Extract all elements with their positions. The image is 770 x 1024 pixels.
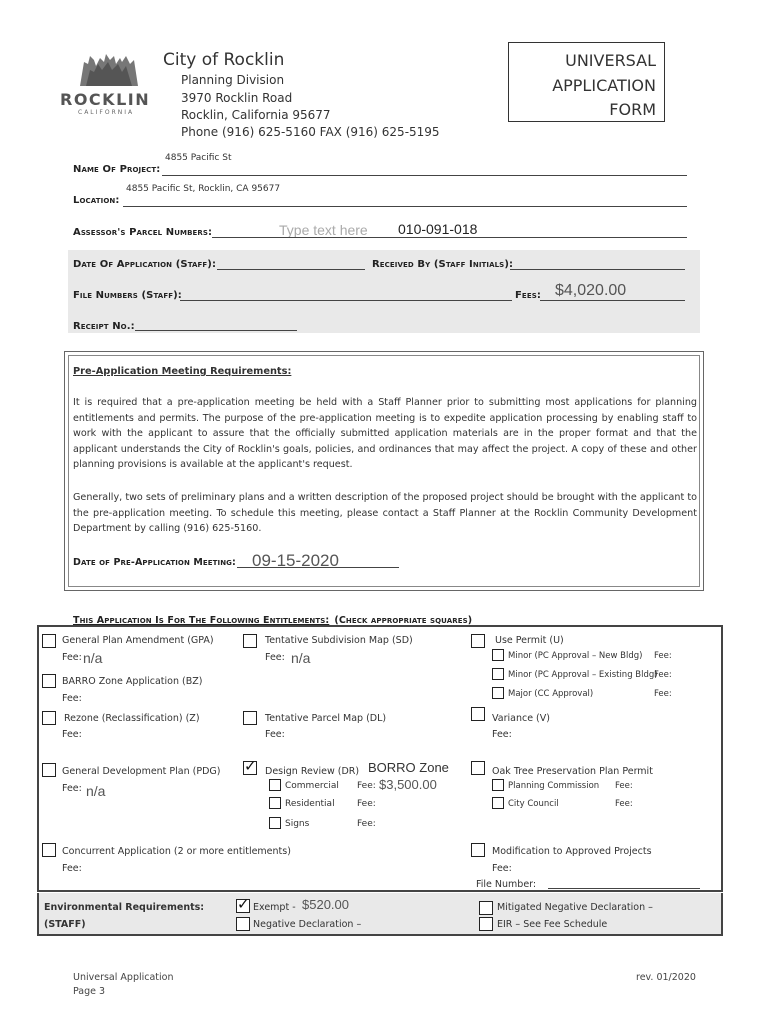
dr-commercial-fee-label: Fee: [357, 781, 376, 791]
oak-cc-checkbox[interactable] [492, 797, 504, 809]
oak-cc-fee-label: Fee: [615, 799, 633, 809]
project-name-line [162, 175, 687, 176]
gdp-fee-value[interactable]: n/a [86, 783, 106, 799]
footer-page-number: Page 3 [73, 986, 106, 997]
gdp-fee-label: Fee: [62, 783, 82, 794]
dr-commercial-fee-value[interactable]: $3,500.00 [379, 777, 437, 792]
receipt-no-line[interactable] [135, 330, 297, 331]
environmental-section [37, 893, 723, 936]
eir-checkbox[interactable] [479, 917, 493, 931]
oak-pc-fee-label: Fee: [615, 781, 633, 791]
preapp-paragraph-1-text: It is required that a pre-application meeting be held with a Staff Planner prior to submitting most applications for planning entitlements and permits. The purpose of the pre-application meeting is to expedite application processing by enabling staff to work with the applicant to assure that the officially submitted application materials are in the proper format and that the applicant understands the City of Rocklin's goals, policies, and ordinances that may affect the project. A copy of these and other planning provisions is available at the applicant's request. [73, 397, 697, 471]
oak-label: Oak Tree Preservation Plan Permit [492, 766, 653, 777]
fees-line [540, 300, 685, 301]
division-name: Planning Division [181, 73, 285, 87]
dr-signs-fee-label: Fee: [357, 819, 376, 829]
preapp-paragraph-2-text: Generally, two sets of preliminary plans and a written description of the proposed project should be brought with the applicant to the pre-application meeting. To schedule this meeting, please contact a Staff Planner at the Rocklin Community Development Department by calling (916) 625-5160. [73, 492, 697, 535]
tpm-label: Tentative Parcel Map (DL) [265, 713, 387, 724]
barro-checkbox[interactable] [42, 674, 56, 688]
mod-fee-label: Fee: [492, 863, 512, 874]
address-line-2: Rocklin, California 95677 [181, 108, 331, 122]
apn-line [212, 237, 687, 238]
oak-cc-label: City Council [508, 799, 559, 809]
tpm-checkbox[interactable] [243, 711, 257, 725]
preapp-paragraph-2 [73, 490, 697, 537]
preapp-date-line [237, 567, 399, 568]
form-title-line-1: UNIVERSAL [565, 51, 656, 70]
variance-label: Variance (V) [492, 713, 550, 724]
apn-value[interactable]: 010-091-018 [398, 221, 478, 237]
exempt-checkmark-icon: ✓ [237, 895, 250, 913]
dr-commercial-label: Commercial [285, 781, 339, 791]
location-label: Location: [73, 195, 120, 206]
gpa-label: General Plan Amendment (GPA) [62, 635, 214, 646]
tsm-fee-label: Fee: [265, 652, 285, 663]
form-title-line-3: FORM [609, 100, 656, 119]
oak-pc-checkbox[interactable] [492, 779, 504, 791]
city-name: City of Rocklin [163, 50, 285, 70]
address-line-1: 3970 Rocklin Road [181, 91, 293, 105]
negdec-checkbox[interactable] [236, 917, 250, 931]
variance-checkbox[interactable] [471, 707, 485, 721]
gpa-fee-value[interactable]: n/a [83, 650, 103, 666]
barro-label: BARRO Zone Application (BZ) [62, 676, 203, 687]
concurrent-checkbox[interactable] [42, 843, 56, 857]
dr-checkbox[interactable] [243, 757, 257, 775]
project-name-value[interactable]: 4855 Pacific St [165, 153, 232, 163]
dr-residential-label: Residential [285, 799, 335, 809]
dr-residential-checkbox[interactable] [269, 797, 281, 809]
up-minor-existing-label: Minor (PC Approval – Existing Bldg) [508, 670, 658, 680]
dr-note[interactable]: BORRO Zone [368, 760, 449, 775]
rezone-checkbox[interactable] [42, 711, 56, 725]
fees-value[interactable]: $4,020.00 [555, 282, 627, 299]
preapp-date-value[interactable]: 09-15-2020 [252, 551, 339, 570]
negdec-label: Negative Declaration – [253, 919, 362, 930]
up-checkbox[interactable] [471, 634, 485, 648]
city-logo [60, 52, 160, 114]
preapp-date-label: Date of Pre-Application Meeting: [73, 557, 236, 568]
receipt-no-label: Receipt No.: [73, 321, 135, 332]
tsm-label: Tentative Subdivision Map (SD) [265, 635, 413, 646]
variance-fee-label: Fee: [492, 729, 512, 740]
up-minor-existing-fee-label: Fee: [654, 670, 672, 680]
up-major-fee-label: Fee: [654, 689, 672, 699]
footer-revision: rev. 01/2020 [636, 972, 696, 983]
up-major-label: Major (CC Approval) [508, 689, 594, 699]
project-name-label: Name Of Project: [73, 164, 161, 175]
up-label: Use Permit (U) [495, 635, 564, 646]
environmental-staff-label: (STAFF) [44, 919, 86, 930]
gdp-checkbox[interactable] [42, 763, 56, 777]
dr-signs-checkbox[interactable] [269, 817, 281, 829]
file-number-line[interactable] [548, 888, 700, 889]
up-major-checkbox[interactable] [492, 687, 504, 699]
barro-fee-label: Fee: [62, 693, 82, 704]
concurrent-fee-label: Fee: [62, 863, 82, 874]
logo-subtitle: CALIFORNIA [78, 109, 135, 116]
entitlements-heading-text: This Application Is For The Following Entitlements: [73, 615, 330, 626]
apn-label: Assessor's Parcel Numbers: [73, 227, 213, 238]
dr-commercial-checkbox[interactable] [269, 779, 281, 791]
file-number-label: File Number: [476, 879, 537, 890]
up-minor-new-checkbox[interactable] [492, 649, 504, 661]
gpa-checkbox[interactable] [42, 634, 56, 648]
eir-label: EIR – See Fee Schedule [497, 919, 608, 930]
entitlements-heading-note: (Check appropriate squares) [334, 615, 473, 626]
oak-pc-label: Planning Commission [508, 781, 600, 791]
form-title-box [508, 42, 665, 122]
logo-wordmark: ROCKLIN [60, 90, 151, 109]
location-value[interactable]: 4855 Pacific St, Rocklin, CA 95677 [126, 184, 281, 194]
form-title-line-2: APPLICATION [552, 76, 656, 95]
dr-label: Design Review (DR) [265, 766, 360, 777]
up-minor-existing-checkbox[interactable] [492, 668, 504, 680]
footer-form-name: Universal Application [73, 972, 174, 983]
location-line [123, 206, 687, 207]
date-of-application-line[interactable] [217, 269, 365, 270]
file-numbers-line[interactable] [180, 300, 512, 301]
file-numbers-label: File Numbers (Staff): [73, 290, 182, 301]
concurrent-label: Concurrent Application (2 or more entitlements) [62, 846, 291, 857]
dr-signs-label: Signs [285, 819, 310, 829]
received-by-label: Received By (Staff Initials): [372, 259, 514, 270]
preapp-paragraph-1 [73, 395, 697, 473]
up-minor-new-label: Minor (PC Approval – New Bldg) [508, 651, 643, 661]
environmental-label: Environmental Requirements: [44, 902, 205, 913]
tsm-checkbox[interactable] [243, 634, 257, 648]
exempt-fee-value[interactable]: $520.00 [302, 897, 349, 912]
phone-fax: Phone (916) 625-5160 FAX (916) 625-5195 [181, 125, 440, 139]
tsm-fee-value[interactable]: n/a [291, 650, 311, 666]
skyline-logo-icon [60, 52, 160, 88]
mod-checkbox[interactable] [471, 843, 485, 857]
mod-label: Modification to Approved Projects [492, 846, 652, 857]
exempt-label: Exempt - [253, 902, 296, 913]
gdp-label: General Development Plan (PDG) [62, 766, 221, 777]
mnd-checkbox[interactable] [479, 901, 493, 915]
preapp-title: Pre-Application Meeting Requirements: [73, 366, 292, 377]
exempt-checkbox[interactable] [236, 895, 250, 913]
rezone-label: Rezone (Reclassification) (Z) [64, 713, 200, 724]
up-minor-new-fee-label: Fee: [654, 651, 672, 661]
tpm-fee-label: Fee: [265, 729, 285, 740]
rezone-fee-label: Fee: [62, 729, 82, 740]
dr-residential-fee-label: Fee: [357, 799, 376, 809]
gpa-fee-label: Fee: [62, 652, 82, 663]
fees-label: Fees: [515, 290, 541, 301]
mnd-label: Mitigated Negative Declaration – [497, 902, 653, 913]
dr-checkmark-icon: ✓ [244, 757, 257, 775]
date-of-application-label: Date Of Application (Staff): [73, 259, 217, 270]
oak-checkbox[interactable] [471, 761, 485, 775]
apn-placeholder[interactable]: Type text here [279, 222, 368, 238]
received-by-line[interactable] [510, 269, 685, 270]
